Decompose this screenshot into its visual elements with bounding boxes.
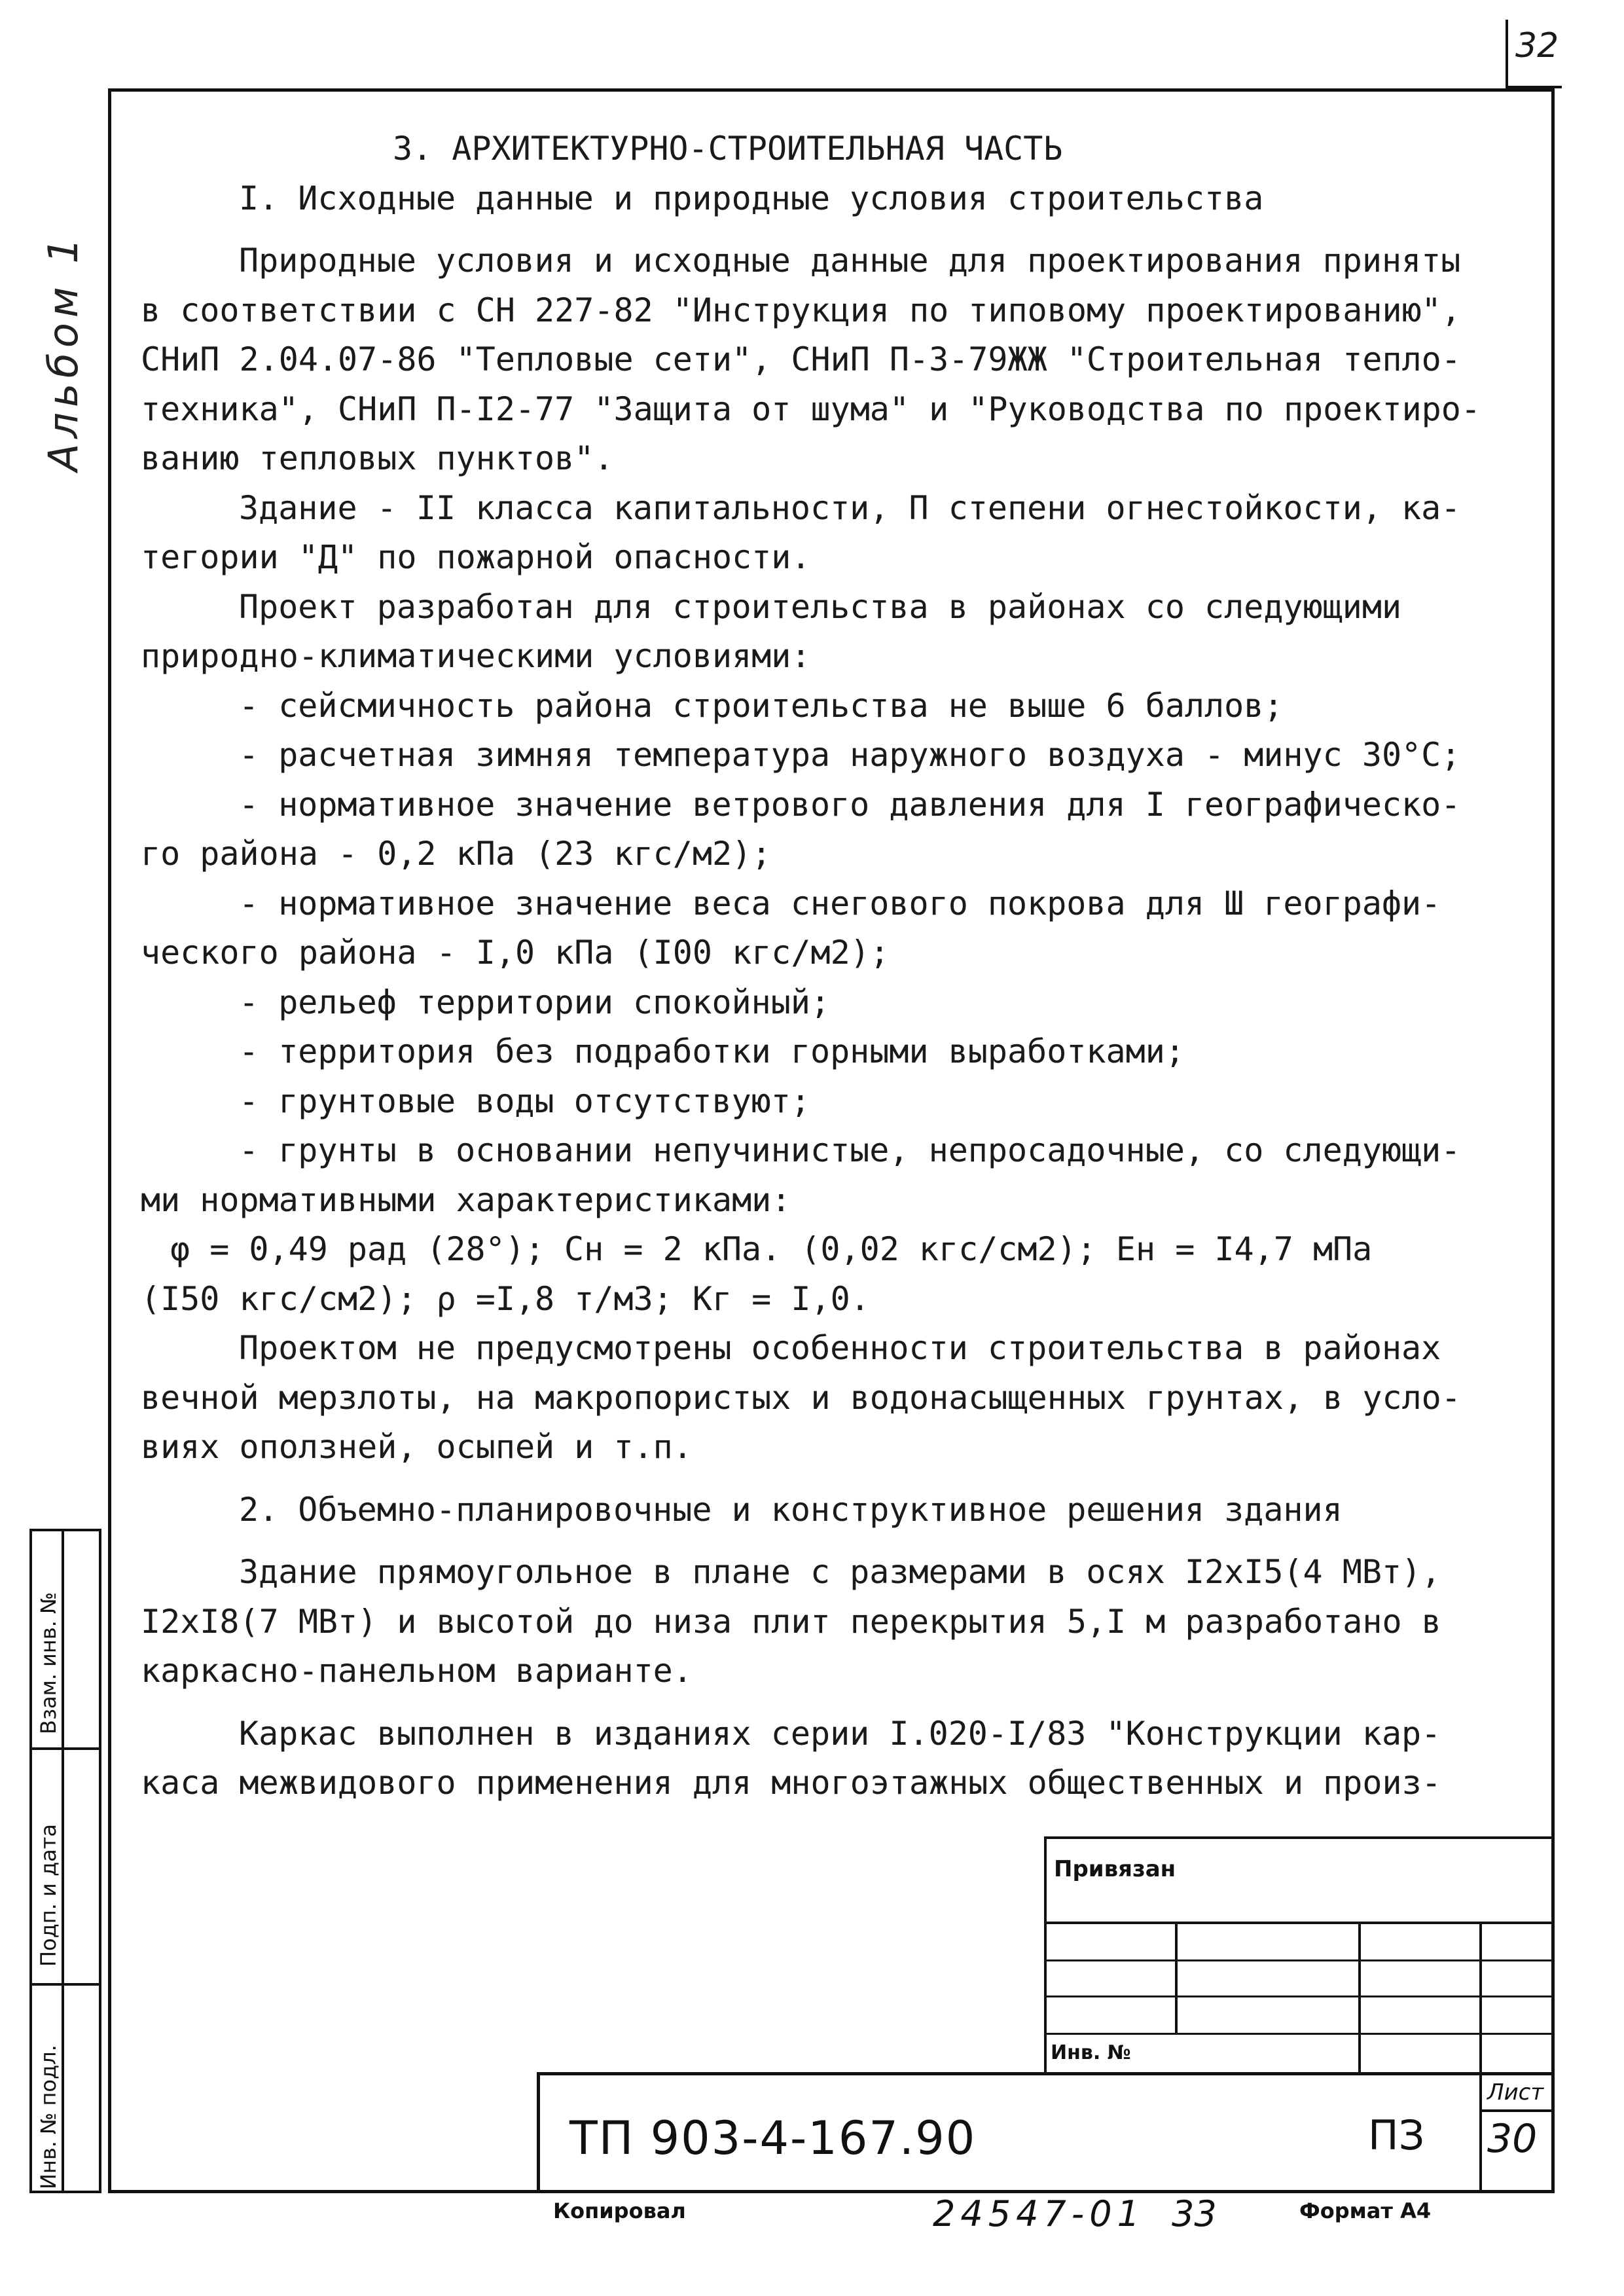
paragraph-line: ванию тепловых пунктов". xyxy=(141,439,614,477)
sheet-label: Лист xyxy=(1487,2079,1544,2105)
title-block-grid-line xyxy=(1175,1922,1178,2033)
format-label: Формат А4 xyxy=(1299,2198,1432,2223)
paragraph-line: в соответствии с СН 227-82 "Инструкция по типовому проектированию", xyxy=(141,291,1461,329)
stamp-podp-data: Подп. и дата xyxy=(36,1824,61,1967)
paragraph-line: виях оползней, осыпей и т.п. xyxy=(141,1428,693,1466)
condition-line: - грунтовые воды отсутствуют; xyxy=(239,1082,810,1120)
copy-number: 24547-01 xyxy=(933,2193,1145,2234)
stamp-column-divider xyxy=(62,1531,64,2191)
paragraph-line: Природные условия и исходные данные для проектирования приняты xyxy=(239,242,1461,280)
title-block-border xyxy=(537,2072,540,2193)
title-block-grid-line xyxy=(1044,1995,1555,1997)
document-body xyxy=(141,124,1528,1808)
title-block-grid-line xyxy=(1479,2109,1555,2112)
stamp-inv-podl: Инв. № подл. xyxy=(36,2045,61,2189)
document-code: ТП 903-4-167.90 xyxy=(569,2111,977,2165)
title-block-grid-line xyxy=(1044,1922,1555,1924)
document-section-code: ПЗ xyxy=(1368,2111,1425,2159)
title-block-border xyxy=(1044,1836,1047,2072)
title-block-grid-line xyxy=(1044,1959,1555,1961)
condition-line: - расчетная зимняя температура наружного воздуха - минус 30°С; xyxy=(239,736,1461,774)
condition-line: - грунты в основании непучинистые, непросадочные, со следующи- xyxy=(239,1131,1461,1169)
title-block-grid-line xyxy=(1479,1922,1482,2072)
paragraph-line: I2хI8(7 МВт) и высотой до низа плит перекрытия 5,I м разработано в xyxy=(141,1602,1441,1641)
title-block-grid-line xyxy=(1358,1922,1361,2072)
paragraph-line: каркасно-панельном варианте. xyxy=(141,1652,693,1690)
sheet-number-top: 32 xyxy=(1515,26,1559,65)
paragraph-line: Проект разработан для строительства в районах со следующими xyxy=(239,587,1402,626)
subsection-title: I. Исходные данные и природные условия строительства xyxy=(239,179,1264,217)
paragraph-line: Проектом не предусмотрены особенности строительства в районах xyxy=(239,1329,1441,1367)
paragraph-line: вечной мерзлоты, на макропористых и водонасыщенных грунтах, в усло- xyxy=(141,1378,1461,1417)
paragraph-line: природно-климатическими условиями: xyxy=(141,637,811,675)
album-label: Альбом 1 xyxy=(39,232,87,471)
title-block-grid-line xyxy=(1479,2072,1482,2193)
paragraph-line: техника", СНиП П-I2-77 "Защита от шума" и "Руководства по проектиро- xyxy=(141,390,1481,428)
title-block-border xyxy=(1044,1836,1555,1839)
condition-line: ческого района - I,0 кПа (I00 кгс/м2); xyxy=(141,934,890,972)
copied-label: Копировал xyxy=(553,2198,686,2223)
stamp-vzam-inv: Взам. инв. № xyxy=(36,1592,61,1734)
privyazan-label: Привязан xyxy=(1054,1856,1176,1882)
paragraph-line: каса межвидового применения для многоэтажных общественных и произ- xyxy=(141,1764,1441,1802)
paragraph-line: Здание прямоугольное в плане с размерами в осях I2хI5(4 МВт), xyxy=(239,1553,1441,1591)
condition-line: - рельеф территории спокойный; xyxy=(239,983,831,1021)
section-title: 3. АРХИТЕКТУРНО-СТРОИТЕЛЬНАЯ ЧАСТЬ xyxy=(393,130,1063,168)
soil-characteristics-line: (I50 кгс/см2); ρ =I,8 т/м3; Кг = I,0. xyxy=(141,1279,870,1318)
stamp-column xyxy=(29,1529,101,2193)
condition-line: - сейсмичность района строительства не выше 6 баллов; xyxy=(239,686,1284,725)
paragraph-line: тегории "Д" по пожарной опасности. xyxy=(141,538,811,576)
paragraph-line: Здание - II класса капитальности, П степени огнестойкости, ка- xyxy=(239,488,1461,527)
title-block-grid-line xyxy=(1044,2033,1555,2035)
soil-characteristics-line: φ = 0,49 рад (28°); Сн = 2 кПа. (0,02 кгс/см2); Ен = I4,7 мПа xyxy=(170,1230,1373,1268)
condition-line: - территория без подработки горными выработками; xyxy=(239,1032,1185,1070)
subsection-title: 2. Объемно-планировочные и конструктивное решения здания xyxy=(239,1490,1343,1529)
paragraph-line: Каркас выполнен в изданиях серии I.020-I/83 "Конструкции кар- xyxy=(239,1714,1441,1753)
condition-line: ми нормативными характеристиками: xyxy=(141,1180,791,1219)
condition-line: го района - 0,2 кПа (23 кгс/м2); xyxy=(141,835,772,873)
sheet-value: 30 xyxy=(1487,2116,1538,2162)
condition-line: - нормативное значение ветрового давления для I географическо- xyxy=(239,785,1461,824)
stamp-row-divider xyxy=(32,1747,99,1750)
copy-page: 33 xyxy=(1172,2193,1217,2234)
condition-line: - нормативное значение веса снегового покрова для Ш географи- xyxy=(239,884,1441,922)
inv-no-label: Инв. № xyxy=(1051,2041,1131,2064)
stamp-row-divider xyxy=(32,1983,99,1986)
paragraph-line: СНиП 2.04.07-86 "Тепловые сети", СНиП П-3-79ЖЖ "Строительная тепло- xyxy=(141,340,1461,378)
title-block-border xyxy=(537,2072,1555,2075)
